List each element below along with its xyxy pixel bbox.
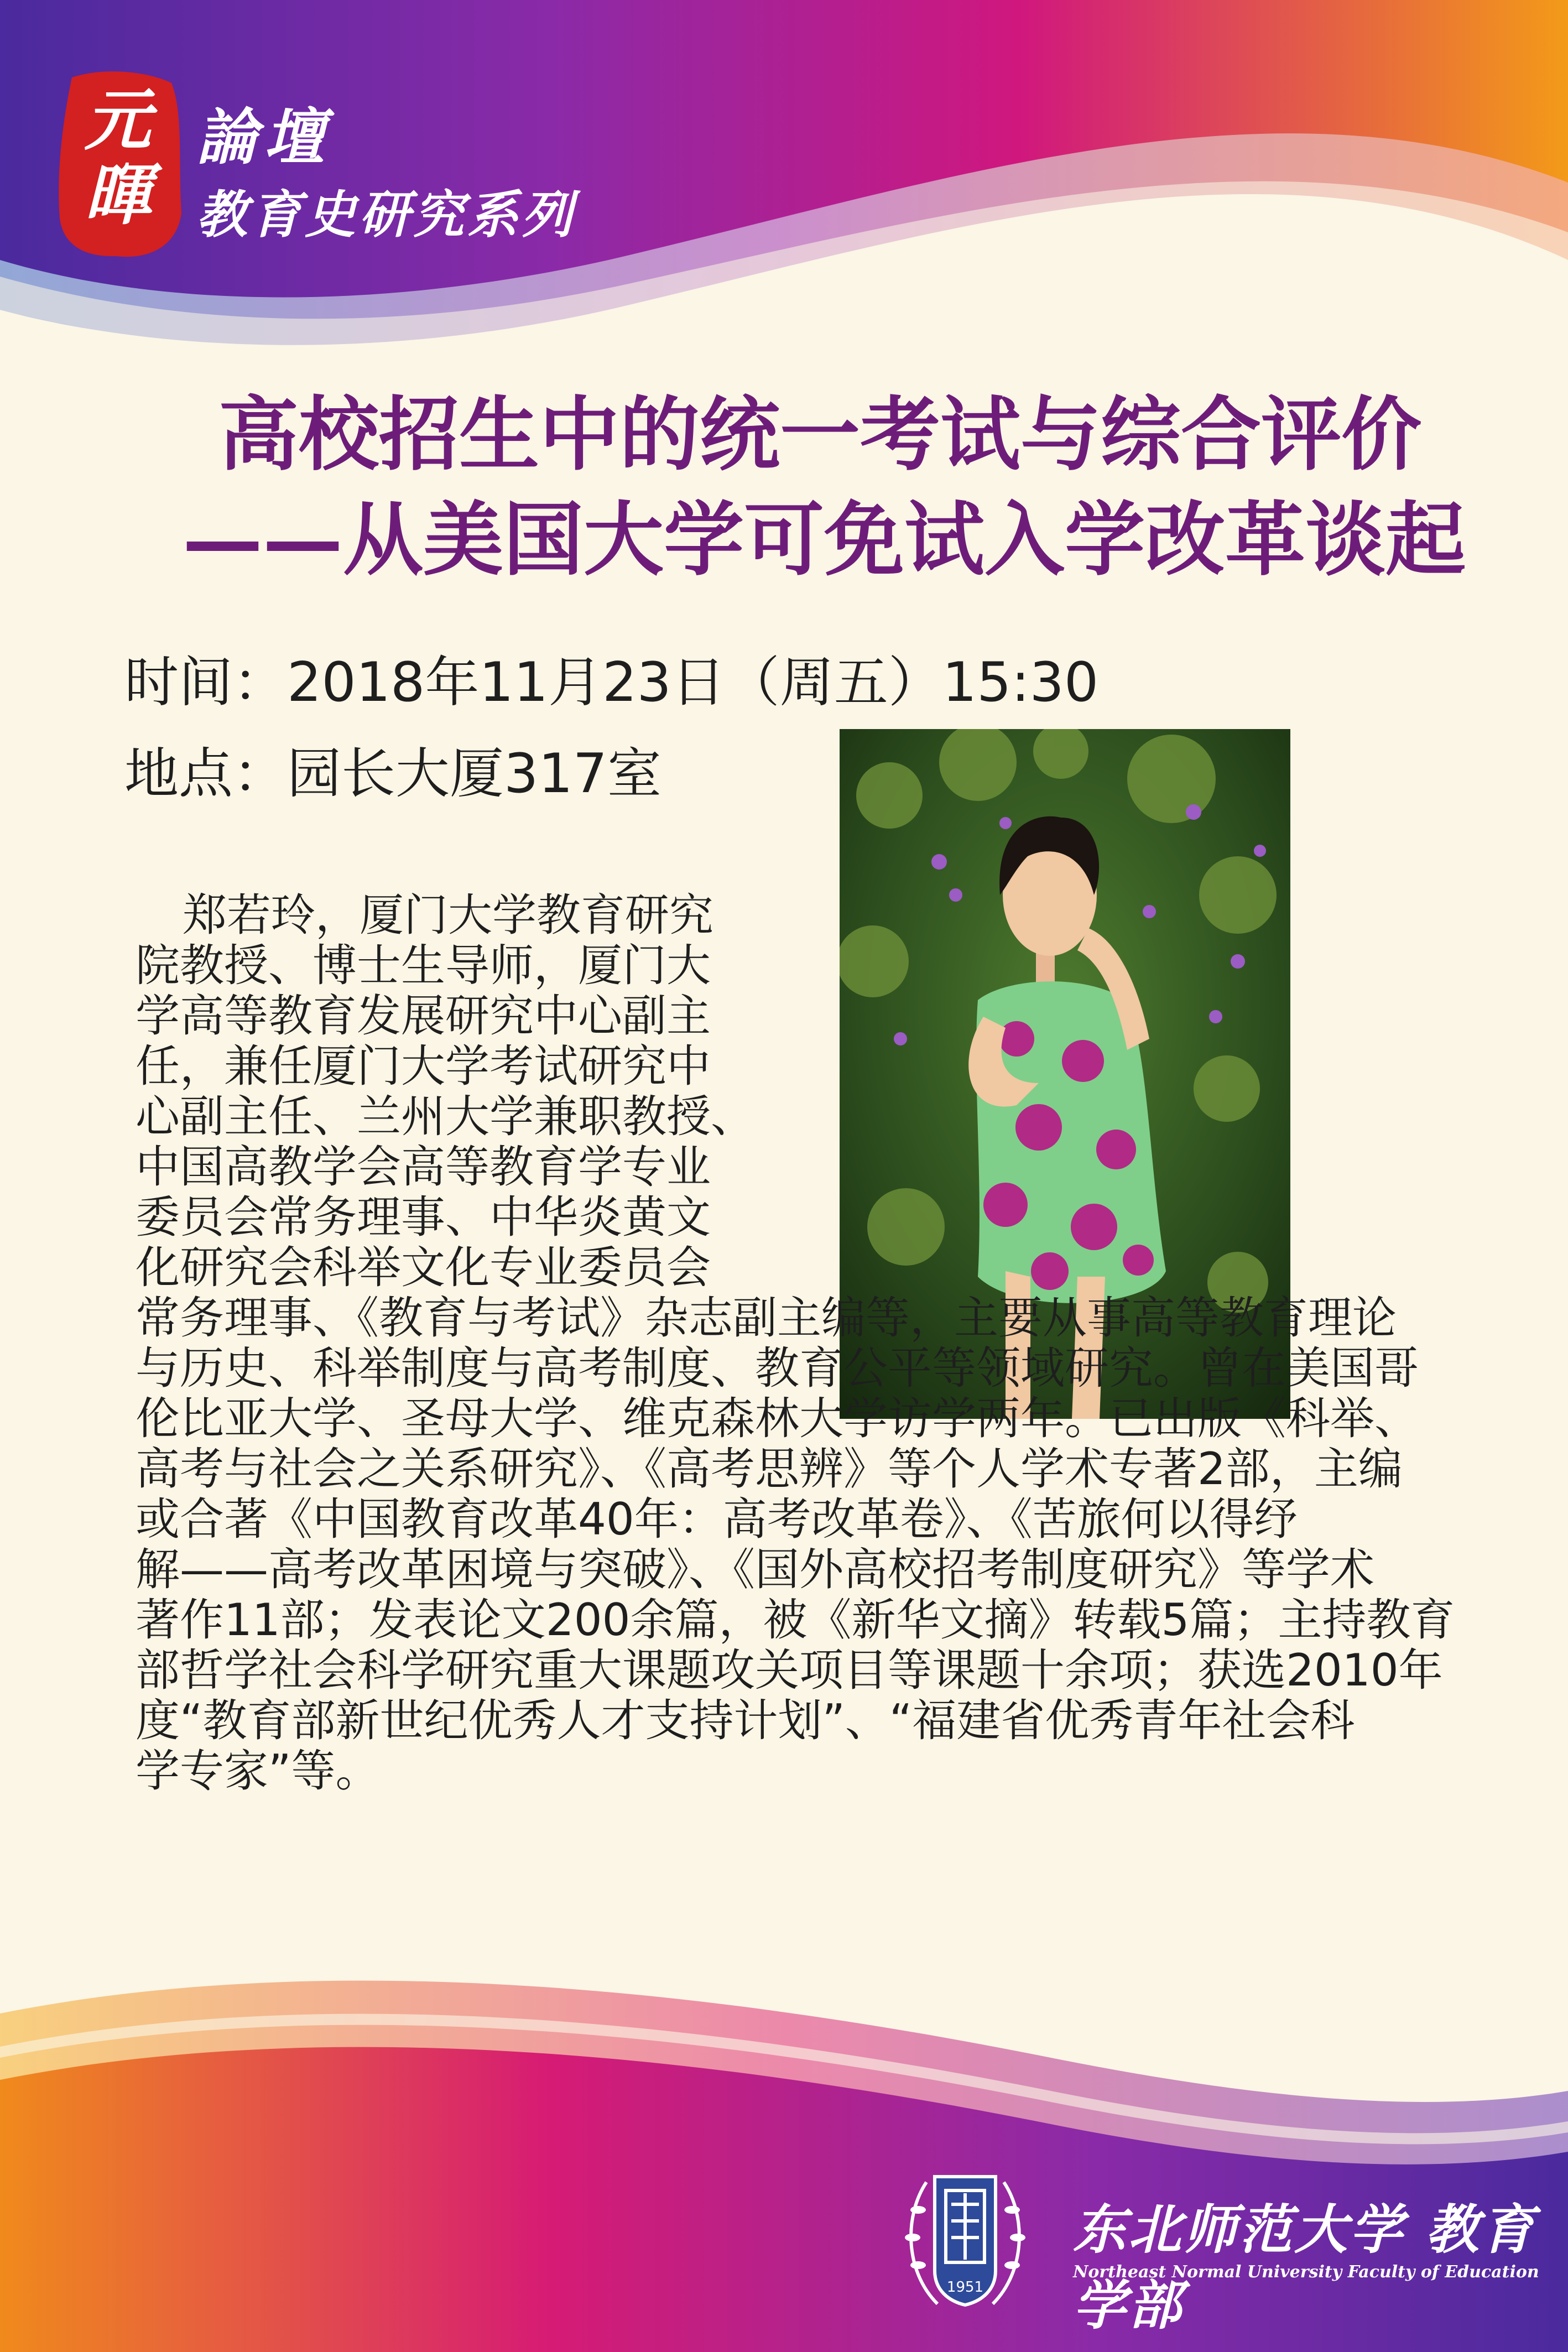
bio-line: 与历史、科举制度与高考制度、教育公平等领域研究。曾在美国哥 bbox=[136, 1342, 1419, 1394]
bio-line: 伦比亚大学、圣母大学、维克森林大学访学两年。已出版《科举、 bbox=[136, 1393, 1419, 1444]
bio-line: 度“教育部新世纪优秀人才支持计划”、“福建省优秀青年社会科 bbox=[136, 1695, 1355, 1746]
forum-name: 論壇 bbox=[196, 101, 331, 173]
series-name: 教育史研究系列 bbox=[196, 185, 576, 244]
bio-line: 中国高教学会高等教育学专业 bbox=[136, 1141, 711, 1193]
university-name-en: Northeast Normal University Faculty of Education bbox=[1073, 2262, 1539, 2282]
lecture-title: 高校招生中的统一考试与综合评价 bbox=[218, 388, 1421, 482]
bio-line: 高考与社会之关系研究》、《高考思辨》等个人学术专著2部，主编 bbox=[136, 1443, 1403, 1495]
bio-line: 学高等教育发展研究中心副主 bbox=[136, 990, 711, 1042]
bio-line: 化研究会科举文化专业委员会 bbox=[136, 1242, 711, 1293]
event-time: 时间：2018年11月23日（周五）15:30 bbox=[124, 651, 1099, 714]
bio-line: 部哲学社会科学研究重大课题攻关项目等课题十余项；获选2010年 bbox=[136, 1645, 1443, 1696]
university-emblem bbox=[893, 2160, 1037, 2320]
bio-line: 或合著《中国教育改革40年：高考改革卷》、《苦旅何以得纾 bbox=[136, 1494, 1298, 1545]
emblem-year: 1951 bbox=[946, 2279, 984, 2296]
bio-line: 学专家”等。 bbox=[136, 1745, 380, 1797]
bio-line: 著作11部；发表论文200余篇，被《新华文摘》转载5篇；主持教育 bbox=[136, 1594, 1455, 1646]
seal-text: 元暉 bbox=[85, 81, 151, 234]
bio-line: 任，兼任厦门大学考试研究中 bbox=[136, 1040, 711, 1092]
event-place: 地点：园长大厦317室 bbox=[124, 742, 662, 805]
bio-line: 郑若玲，厦门大学教育研究 bbox=[183, 889, 713, 941]
bio-line: 心副主任、兰州大学兼职教授、 bbox=[136, 1091, 755, 1142]
university-name: 东北师范大学 教育学部 bbox=[1073, 2198, 1536, 2337]
bio-line: 解——高考改革困境与突破》、《国外高校招考制度研究》等学术 bbox=[136, 1544, 1374, 1595]
bio-line: 院教授、博士生导师，厦门大 bbox=[136, 940, 711, 991]
bio-line: 委员会常务理事、中华炎黄文 bbox=[136, 1191, 711, 1243]
bio-line: 常务理事、《教育与考试》杂志副主编等，主要从事高等教育理论 bbox=[136, 1292, 1397, 1344]
lecture-subtitle: ——从美国大学可免试入学改革谈起 bbox=[183, 493, 1466, 587]
